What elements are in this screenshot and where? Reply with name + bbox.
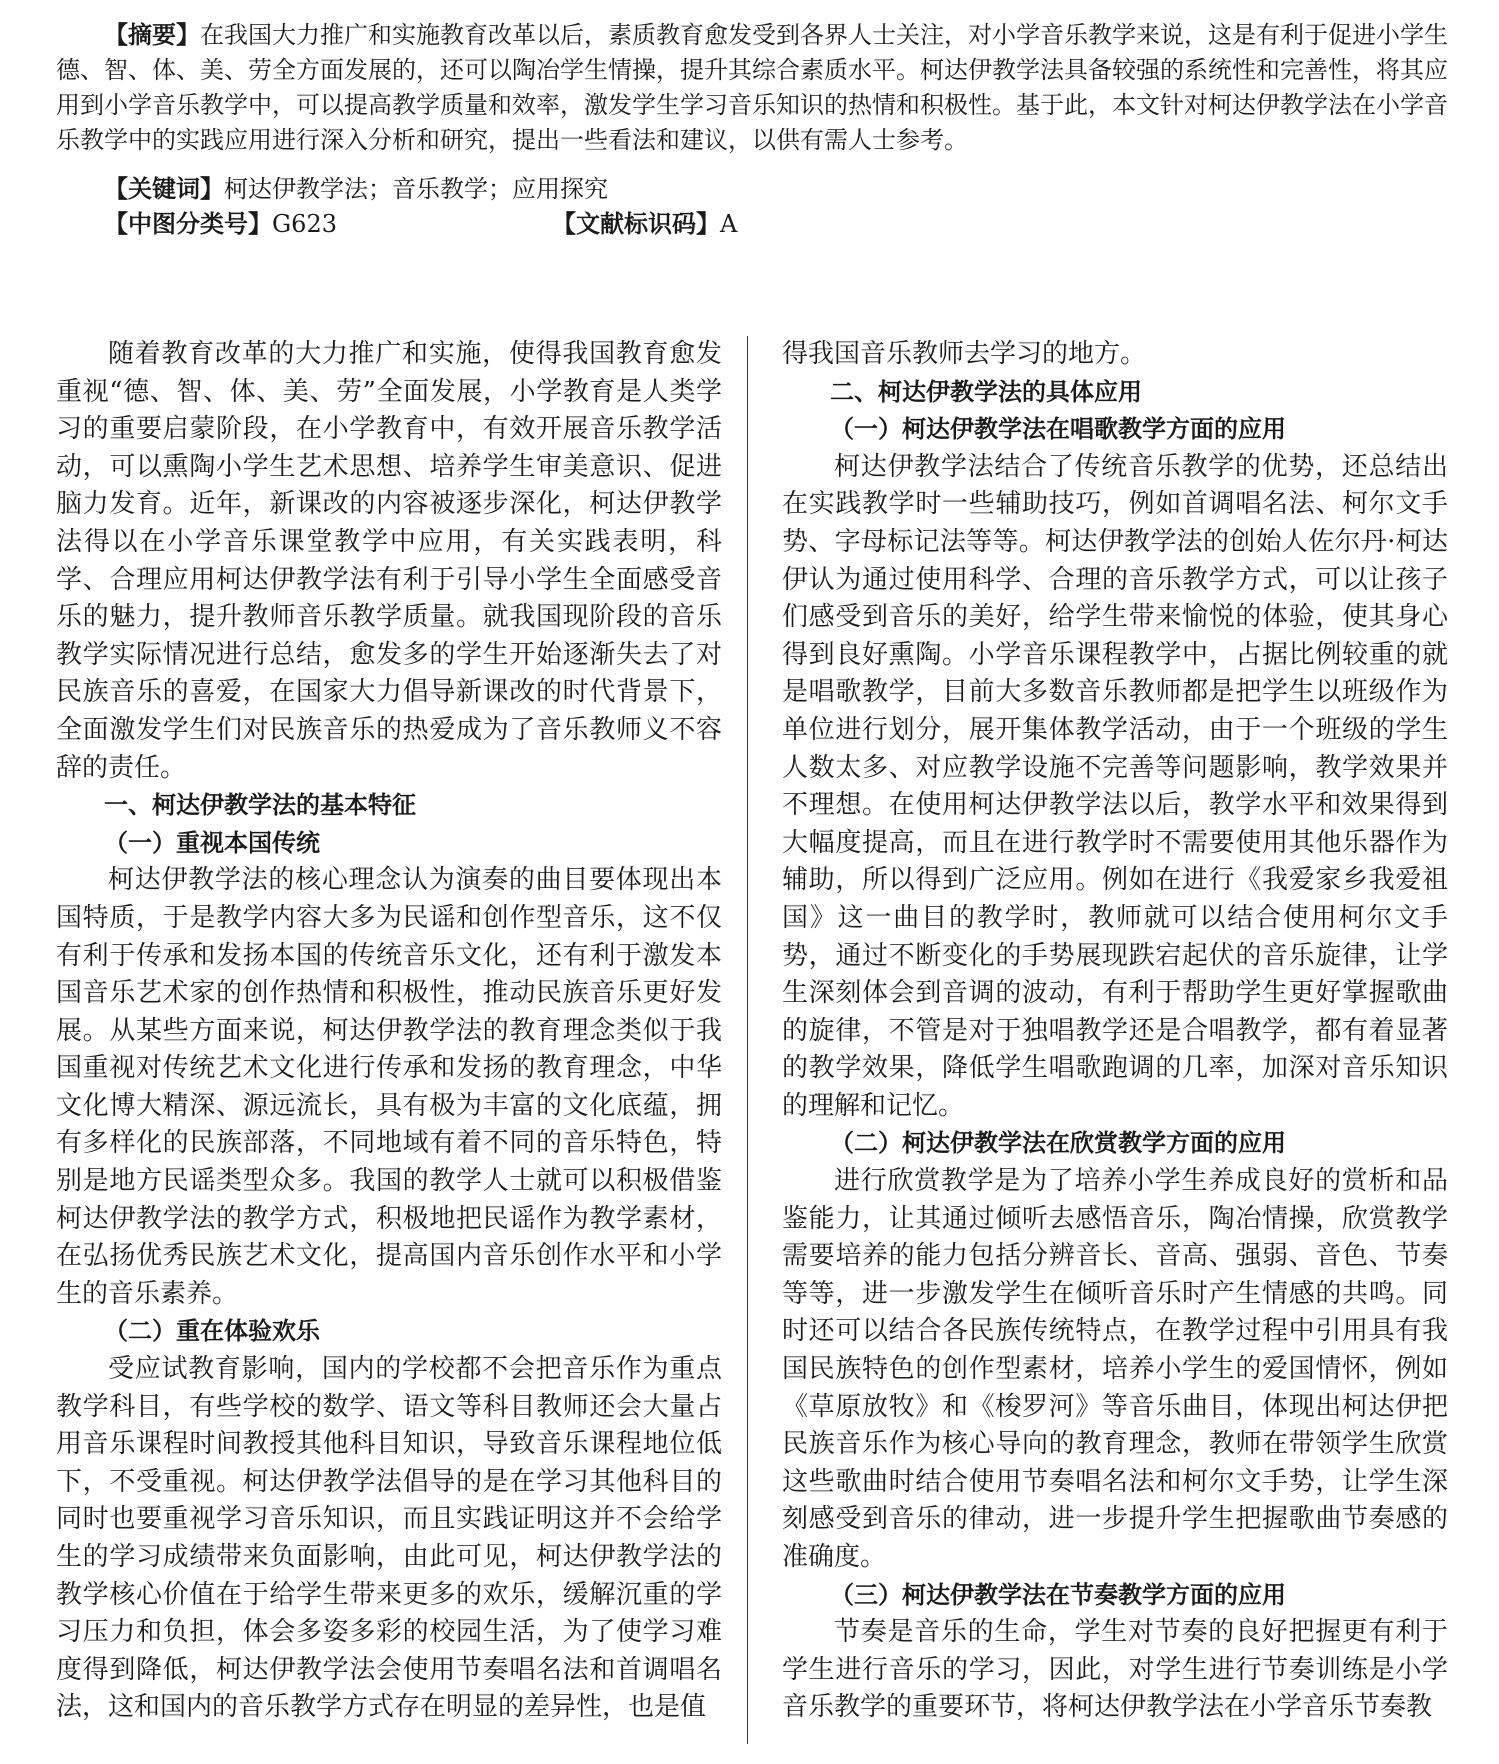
subheading-1-1: （一）重视本国传统 <box>104 828 320 857</box>
paragraph-1-1: 柯达伊教学法的核心理念认为演奏的曲目要体现出本国特质，于是教学内容大多为民谣和创作型音乐，这不仅有利于传承和发扬本国的传统音乐文化，还有利于激发本国音乐艺术家的创作热情和积极性，推动民族音乐更好发展。从某些方面来说，柯达伊教学法的教育理念类似于我国重视对传统艺术文化进行传承和发扬的教育理念，中华文化博大精深、源远流长，具有极为丰富的文化底蕴，拥有多样化的民族部落，不同地域有着不同的音乐特色，特别是地方民谣类型众多。我国的教学人士就可以积极借鉴柯达伊教学法的教学方式，积极地把民谣作为教学素材，在弘扬优秀民族艺术文化，提高国内音乐创作水平和小学生的音乐素养。 <box>56 865 722 1309</box>
carryover-paragraph: 得我国音乐教师去学习的地方。 <box>782 339 1147 369</box>
clc-value: G623 <box>272 210 337 238</box>
section-heading-2: 二、柯达伊教学法的具体应用 <box>830 377 1142 406</box>
paragraph-2-1: 柯达伊教学法结合了传统音乐教学的优势，还总结出在实践教学时一些辅助技巧，例如首调唱名法、柯尔文手势、字母标记法等等。柯达伊教学法的创始人佐尔丹·柯达伊认为通过使用科学、合理的音乐教学方式，可以让孩子们感受到音乐的美好，给学生带来愉悦的体验，使其身心得到良好熏陶。小学音乐课程教学中，占据比例较重的就是唱歌教学，目前大多数音乐教师都是把学生以班级作为单位进行划分，展开集体教学活动，由于一个班级的学生人数太多、对应教学设施不完善等问题影响，教学效果并不理想。在使用柯达伊教学法以后，教学水平和效果得到大幅度提高，而且在进行教学时不需要使用其他乐器作为辅助，所以得到广泛应用。例如在进行《我爱家乡我爱祖国》这一曲目的教学时，教师就可以结合使用柯尔文手势，通过不断变化的手势展现跌宕起伏的音乐旋律，让学生深刻体会到音调的波动，有利于帮助学生更好掌握歌曲的旋律，不管是对于独唱教学还是合唱教学，都有着显著的教学效果，降低学生唱歌跑调的几率，加深对音乐知识的理解和记忆。 <box>782 451 1448 1121</box>
paragraph-2-2: 进行欣赏教学是为了培养小学生养成良好的赏析和品鉴能力，让其通过倾听去感悟音乐，陶冶情操，欣赏教学需要培养的能力包括分辨音长、音高、强弱、音色、节奏等等，进一步激发学生在倾听音乐时产生情感的共鸣。同时还可以结合各民族传统特点，在教学过程中引用具有我国民族特色的创作型素材，培养小学生的爱国情怀，例如《草原放牧》和《梭罗河》等音乐曲目，体现出柯达伊把民族音乐作为核心导向的教育理念，教师在带领学生欣赏这些歌曲时结合使用节奏唱名法和柯尔文手势，让学生深刻感受到音乐的律动，进一步提升学生把握歌曲节奏感的准确度。 <box>782 1166 1448 1572</box>
abstract-label: 【摘要】 <box>104 21 200 49</box>
paragraph-1-2: 受应试教育影响，国内的学校都不会把音乐作为重点教学科目，有些学校的数学、语文等科目教师还会大量占用音乐课程时间教授其他科目知识，导致音乐课程地位低下，不受重视。柯达伊教学法倡导的是在学习其他科目的同时也要重视学习音乐知识，而且实践证明这并不会给学生的学习成绩带来负面影响，由此可见，柯达伊教学法的教学核心价值在于给学生带来更多的欢乐，缓解沉重的学习压力和负担，体会多姿多彩的校园生活，为了使学习难度得到降低，柯达伊教学法会使用节奏唱名法和首调唱名法，这和国内的音乐教学方式存在明显的差异性，也是值 <box>56 1354 722 1723</box>
keywords-text: 柯达伊教学法；音乐教学；应用探究 <box>224 175 608 203</box>
classification-line <box>56 207 1448 242</box>
section-heading-1: 一、柯达伊教学法的基本特征 <box>104 791 416 820</box>
clc-label: 【中图分类号】 <box>104 210 272 238</box>
subheading-2-1: （一）柯达伊教学法在唱歌教学方面的应用 <box>830 415 1286 444</box>
keywords-line <box>56 172 1448 207</box>
abstract-text: 在我国大力推广和实施教育改革以后，素质教育愈发受到各界人士关注，对小学音乐教学来说，这是有利于促进小学生德、智、体、美、劳全方面发展的，还可以陶冶学生情操，提升其综合素质水平。柯达伊教学法具备较强的系统性和完善性，将其应用到小学音乐教学中，可以提高教学质量和效率，激发学生学习音乐知识的热情和积极性。基于此，本文针对柯达伊教学法在小学音乐教学中的实践应用进行深入分析和研究，提出一些看法和建议，以供有需人士参考。 <box>56 21 1448 154</box>
intro-paragraph: 随着教育改革的大力推广和实施，使得我国教育愈发重视“德、智、体、美、劳”全面发展，小学教育是人类学习的重要启蒙阶段，在小学教育中，有效开展音乐教学活动，可以熏陶小学生艺术思想、培养学生审美意识、促进脑力发育。近年，新课改的内容被逐步深化，柯达伊教学法得以在小学音乐课堂教学中应用，有关实践表明，科学、合理应用柯达伊教学法有利于引导小学生全面感受音乐的魅力，提升教师音乐教学质量。就我国现阶段的音乐教学实际情况进行总结，愈发多的学生开始逐渐失去了对民族音乐的喜爱，在国家大力倡导新课改的时代背景下，全面激发学生们对民族音乐的热爱成为了音乐教师义不容辞的责任。 <box>56 339 722 783</box>
left-column <box>56 336 722 1727</box>
doc-code-value: A <box>719 210 738 238</box>
abstract-paragraph <box>56 18 1448 158</box>
right-column <box>782 336 1448 1727</box>
doc-code-label: 【文献标识码】 <box>551 210 720 238</box>
column-divider <box>747 336 748 1744</box>
subheading-2-2: （二）柯达伊教学法在欣赏教学方面的应用 <box>830 1129 1286 1158</box>
abstract <box>56 18 1448 158</box>
subheading-1-2: （二）重在体验欢乐 <box>104 1317 320 1346</box>
subheading-2-3: （三）柯达伊教学法在节奏教学方面的应用 <box>830 1580 1286 1609</box>
paragraph-2-3: 节奏是音乐的生命，学生对节奏的良好把握更有利于学生进行音乐的学习，因此，对学生进行节奏训练是小学音乐教学的重要环节，将柯达伊教学法在小学音乐节奏教 <box>782 1617 1448 1723</box>
keywords-label: 【关键词】 <box>104 175 224 203</box>
